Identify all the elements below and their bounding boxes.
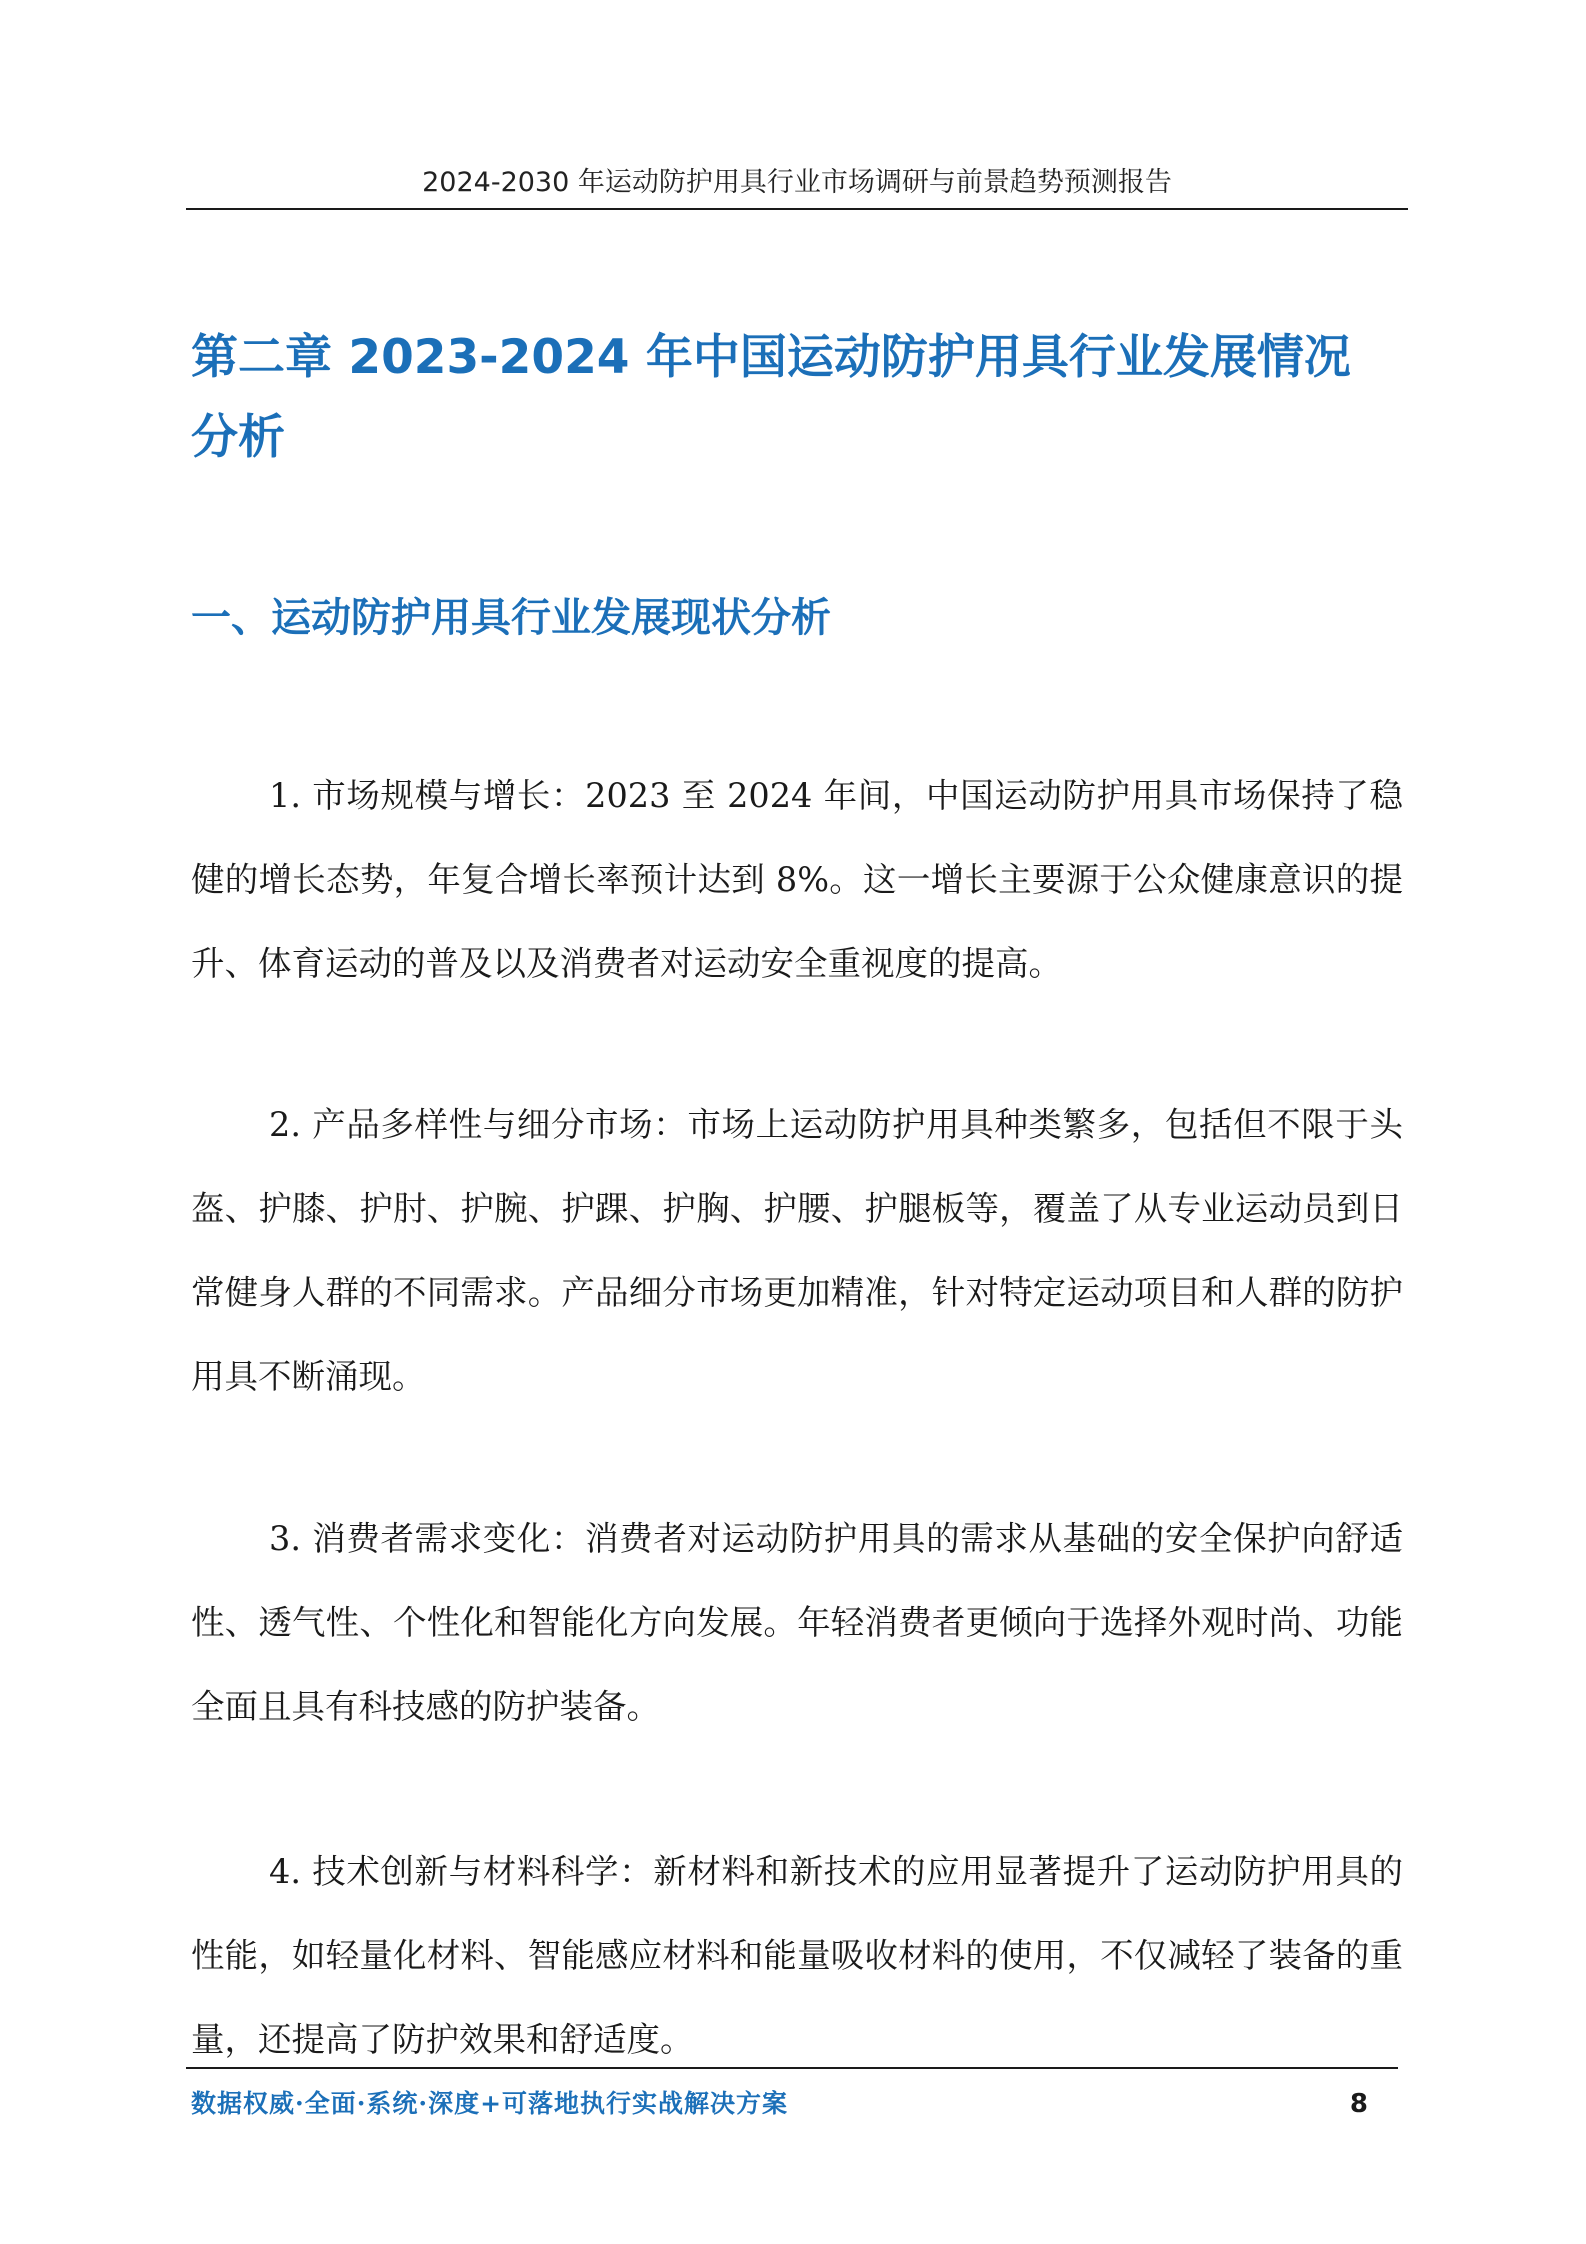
footer-slogan: 数据权威·全面·系统·深度+可落地执行实战解决方案 xyxy=(191,2089,789,2118)
paragraph-market-size: 1. 市场规模与增长：2023 至 2024 年间，中国运动防护用具市场保持了稳健的增长态势，年复合增长率预计达到 8%。这一增长主要源于公众健康意识的提升、体育运动的普及以及消费者对运动安全重视度的提高。 xyxy=(191,776,1403,983)
header-divider xyxy=(186,208,1408,210)
chapter-title: 第二章 2023-2024 年中国运动防护用具行业发展情况分析 xyxy=(191,330,1351,465)
report-header-title: 2024-2030 年运动防护用具行业市场调研与前景趋势预测报告 xyxy=(422,167,1172,198)
paragraph-tech-innovation: 4. 技术创新与材料科学：新材料和新技术的应用显著提升了运动防护用具的性能，如轻量化材料、智能感应材料和能量吸收材料的使用，不仅减轻了装备的重量，还提高了防护效果和舒适度。 xyxy=(191,1852,1403,2059)
paragraph-consumer-demand: 3. 消费者需求变化：消费者对运动防护用具的需求从基础的安全保护向舒适性、透气性、个性化和智能化方向发展。年轻消费者更倾向于选择外观时尚、功能全面且具有科技感的防护装备。 xyxy=(191,1519,1403,1726)
section-title: 一、运动防护用具行业发展现状分析 xyxy=(191,595,831,641)
page-number: 8 xyxy=(1349,2089,1368,2119)
paragraph-product-diversity: 2. 产品多样性与细分市场：市场上运动防护用具种类繁多，包括但不限于头盔、护膝、护肘、护腕、护踝、护胸、护腰、护腿板等，覆盖了从专业运动员到日常健身人群的不同需求。产品细分市场更加精准，针对特定运动项目和人群的防护用具不断涌现。 xyxy=(191,1105,1403,1396)
footer-divider xyxy=(186,2067,1398,2069)
